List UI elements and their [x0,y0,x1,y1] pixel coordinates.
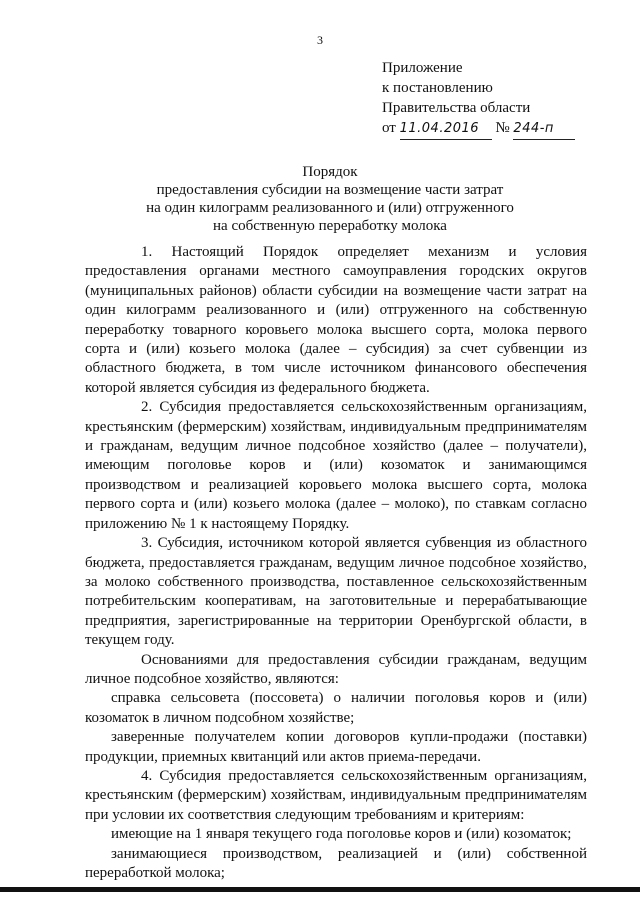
bottom-scan-border [0,887,640,892]
number-label: № [495,120,510,136]
paragraph-criterion-livestock: имеющие на 1 января текущего года поголовье коров и (или) козоматок; [111,826,572,843]
paragraph-contracts: заверенные получателем копии договоров купли-продажи (поставки) продукции, приемных квитанций или актов приема-передачи. [85,729,587,765]
paragraph-grounds: Основаниями для предоставления субсидии гражданам, ведущим личное подсобное хозяйство, являются: [85,651,587,687]
title-line-1: Порядок [302,164,358,180]
paragraph-criterion-production: занимающиеся производством, реализацией и (или) собственной переработкой молока; [85,845,587,881]
appendix-line-3: Правительства области [382,100,531,116]
title-line-3: на один килограмм реализованного и (или) отгруженного [146,200,514,216]
page-number: 3 [317,33,323,47]
title-line-2: предоставления субсидии на возмещение части затрат [156,182,504,198]
appendix-line-1: Приложение [382,60,463,76]
handwritten-date: 11.04.2016 [399,121,480,136]
paragraph-2: 2. Субсидия предоставляется сельскохозяйственным организациям, крестьянским (фермерским) хозяйствам, индивидуальным предпринимателям и гражданам, ведущим личное подсобное хозяйство (далее – получатели), имеющим поголовье коров и (или) козоматок и занимающимся производством и реализацией коровьего молока высшего сорта, молока первого сорта и (или) козьего молока (далее – молоко), по ставкам согласно приложению № 1 к настоящему Порядку. [85,399,587,532]
number-slot [513,118,575,140]
date-slot [400,118,492,140]
from-label: от [382,120,396,136]
paragraph-4: 4. Субсидия предоставляется сельскохозяйственным организациям, крестьянским (фермерским) хозяйствам, индивидуальным предпринимателям при условии их соответствия следующим требованиям и критериям: [85,767,587,823]
title-line-4: на собственную переработку молока [213,218,447,234]
appendix-header [382,58,575,140]
paragraph-certificate: справка сельсовета (поссовета) о наличии поголовья коров и (или) козоматок в личном подсобном хозяйстве; [85,690,587,726]
paragraph-1: 1. Настоящий Порядок определяет механизм и условия предоставления органами местного самоуправления городских округов (муниципальных районов) области субсидии на возмещение части затрат на один килограмм реализованного и (или) отгруженного на собственную переработку товарного коровьего молока высшего сорта, молока первого сорта и (или) козьего молока (далее – субсидия) за счет субвенции из областного бюджета, в том числе источником финансового обеспечения которой является субсидия из федерального бюджета. [85,244,587,396]
appendix-line-2: к постановлению [382,80,493,96]
handwritten-number: 244-п [513,121,554,136]
document-title [60,163,600,235]
paragraph-3: 3. Субсидия, источником которой является субвенция из областного бюджета, предоставляется гражданам, ведущим личное подсобное хозяйство, за молоко собственного производства, поставленное сельскохозяйственным потребительским кооперативам, на заготовительные и перерабатывающие предприятия, зарегистрированные на территории Оренбургской области, в текущем году. [85,535,587,649]
appendix-date-number-line [382,118,575,140]
document-body [85,243,587,883]
